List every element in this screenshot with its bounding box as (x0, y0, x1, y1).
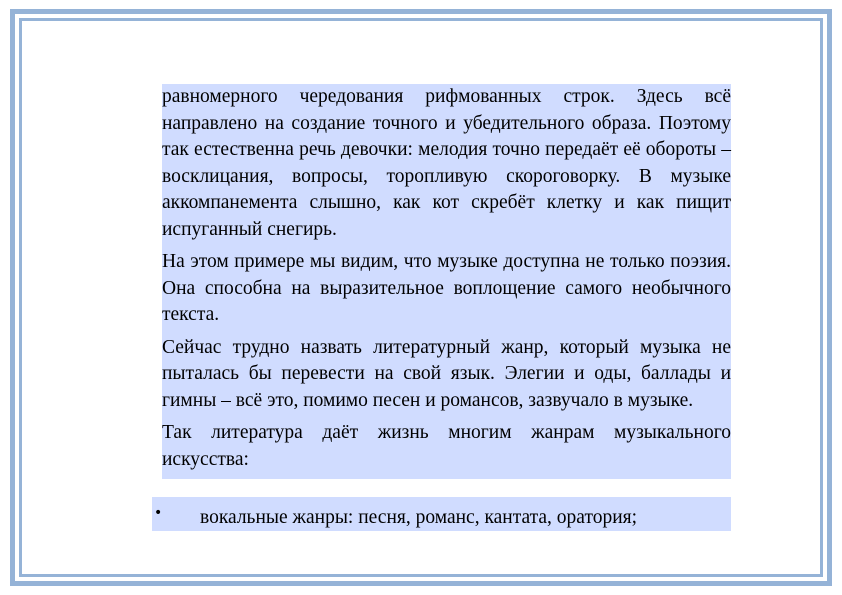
paragraph-1: равномерного чередования рифмованных строк. Здесь всё направлено на создание точного и убедительного образа. Поэтому так естественна речь девочки: мелодия точно передаёт её обороты – восклицания, вопросы, торопливую скороговорку. В музыке аккомпанемента слышно, как кот скребёт клетку и как пищит испуганный снегирь. (162, 86, 731, 240)
bullet-list-item (152, 497, 731, 531)
bullet-marker-icon: • (154, 505, 163, 521)
paragraph-3: Сейчас трудно назвать литературный жанр, который музыка не пыталась бы перевести на свой язык. Элегии и оды, баллады и гимны – всё это, помимо песен и романсов, зазвучало в музыке. (162, 336, 731, 411)
paragraph-2: На этом примере мы видим, что музыке доступна не только поэзия. Она способна на выразительное воплощение самого необычного текста. (162, 251, 731, 325)
paragraph-4: Так литература даёт жизнь многим жанрам музыкального искусства: (162, 422, 731, 470)
slide-text-block (162, 84, 731, 479)
bullet-text: вокальные жанры: песня, романс, кантата, оратория; (200, 507, 638, 528)
